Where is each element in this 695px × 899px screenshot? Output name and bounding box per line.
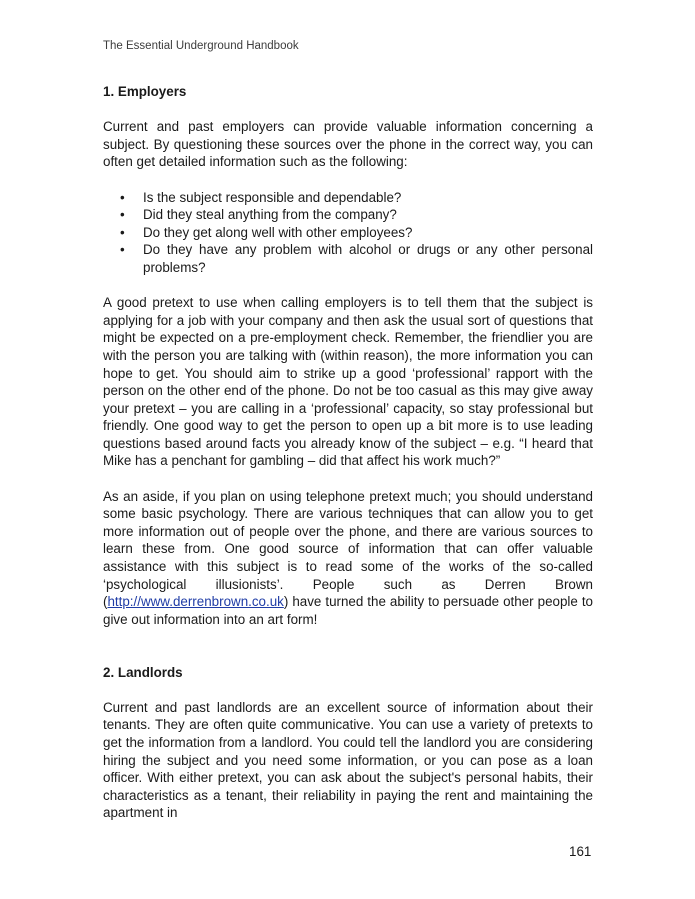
derren-brown-link[interactable]: http://www.derrenbrown.co.uk [107,594,284,610]
page-number: 161 [569,844,592,859]
landlords-paragraph: Current and past landlords are an excellent source of information about their tenants. They are often quite communicative. You can use a variety of pretexts to get the information from a landlord. You could tell the landlord you are considering hiring the subject and you need some information, or you can pose as a loan officer. With either pretext, you can ask about the subject's personal habits, their characteristics as a tenant, their reliability in paying the rent and maintaining the apartment in [103,699,593,821]
section-heading-employers: 1. Employers [103,84,187,99]
employers-question-list [103,189,593,277]
running-header: The Essential Underground Handbook [103,40,299,52]
psychology-paragraph: As an aside, if you plan on using telephone pretext much; you should understand some basic psychology. There are various techniques that can allow you to get more information out of people over the phone, and there are various sources to learn these from. One good source of information that can offer valuable assistance with this subject is to read some of the works of the so-called ‘psychological illusionists’. People such as Derren Brown (http://www.derrenbrown.co.uk) have turned the ability to persuade other people to give out information into an art form! [103,488,593,627]
section-heading-landlords: 2. Landlords [103,664,183,680]
list-item: • Do they have any problem with alcohol or drugs or any other personal problems? [120,242,593,275]
bullet-icon: • [120,242,125,258]
page-body [103,83,593,822]
employers-pretext-paragraph: A good pretext to use when calling employers is to tell them that the subject is applying for a job with your company and then ask the usual sort of questions that might be expected on a pre-employment check. Remember, the friendlier you are with the person you are talking with (within reason), the more information you can hope to get. You should aim to strike up a good ‘professional’ rapport with the person on the other end of the phone. Do not be too casual as this may give away your pretext – you are calling in a ‘professional’ capacity, so stay professional but friendly. One good way to get the person to open up a bit more is to use leading questions based around facts you already know of the subject – e.g. “I heard that Mike has a penchant for gambling – did that affect his work much?” [103,295,593,469]
list-item: • Do they get along well with other employees? [120,224,413,240]
bullet-icon: • [120,207,125,223]
bullet-icon: • [120,224,125,240]
list-item: • Did they steal anything from the company? [120,207,397,223]
bullet-icon: • [120,189,125,205]
list-item: • Is the subject responsible and dependable? [120,189,402,205]
employers-intro-paragraph: Current and past employers can provide valuable information concerning a subject. By questioning these sources over the phone in the correct way, you can often get detailed information such as the following: [103,119,593,170]
